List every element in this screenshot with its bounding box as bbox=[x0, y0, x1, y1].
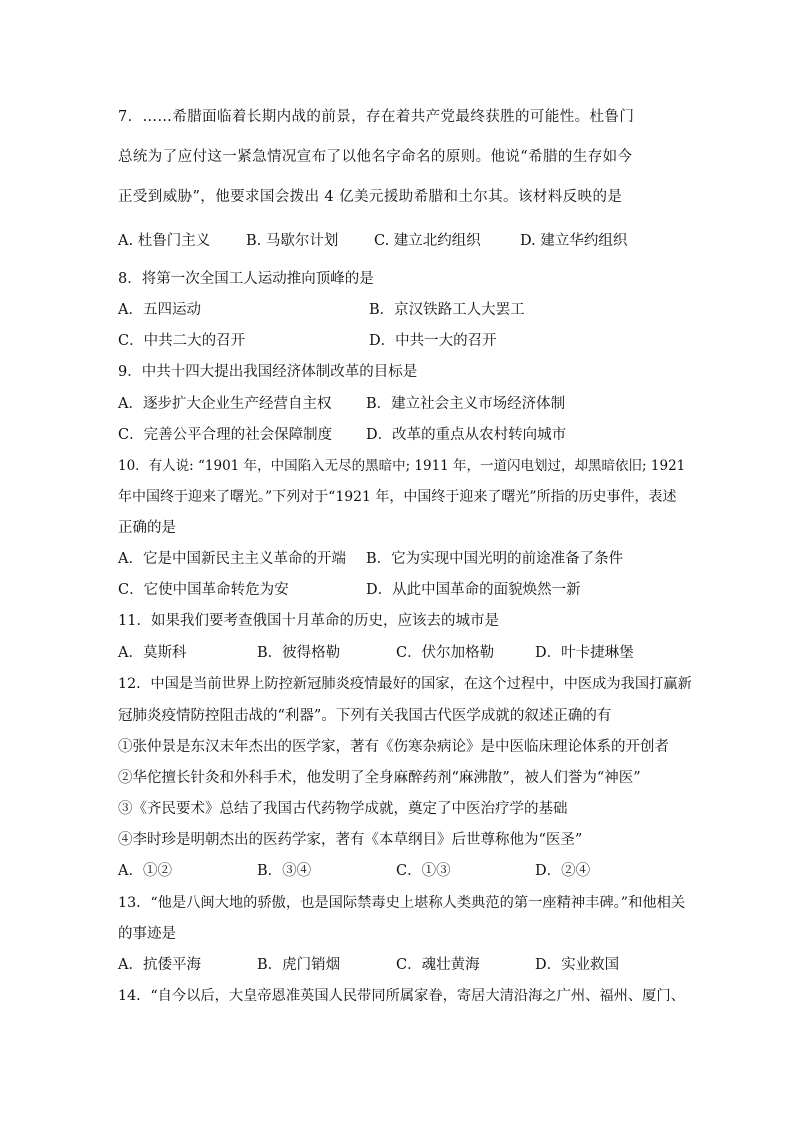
q12-stem-line-2: 冠肺炎疫情防控阻击战的“利器”。下列有关我国古代医学成就的叙述正确的有 bbox=[118, 708, 612, 724]
q11-option-a: A．莫斯科 bbox=[118, 645, 187, 661]
q12-option-c: C．①③ bbox=[396, 863, 451, 879]
q8-option-c: C．中共二大的召开 bbox=[118, 333, 246, 349]
q9-option-b: B．建立社会主义市场经济体制 bbox=[366, 396, 566, 412]
q10-option-c: C．它使中国革命转危为安 bbox=[118, 582, 289, 598]
q12-statement-4: ④李时珍是明朝杰出的医药学家，著有《本草纲目》后世尊称他为“医圣” bbox=[118, 832, 583, 848]
q11-option-c: C．伏尔加格勒 bbox=[396, 645, 495, 661]
q12-statement-2: ②华佗擅长针灸和外科手术，他发明了全身麻醉药剂“麻沸散”，被人们誉为“神医” bbox=[118, 770, 641, 786]
q8-option-a: A．五四运动 bbox=[118, 302, 201, 318]
q8-stem: 8．将第一次全国工人运动推向顶峰的是 bbox=[118, 271, 374, 287]
q7-option-a: A. 杜鲁门主义 bbox=[118, 233, 211, 249]
q10-option-a: A．它是中国新民主主义革命的开端 bbox=[118, 551, 346, 567]
q8-option-b: B．京汉铁路工人大罢工 bbox=[369, 302, 525, 318]
q12-stem-line-1: 12．中国是当前世界上防控新冠肺炎疫情最好的国家，在这个过程中，中医成为我国打赢新 bbox=[118, 676, 692, 692]
q13-stem-line-2: 的事迹是 bbox=[118, 926, 176, 942]
q13-option-c: C．魂壮黄海 bbox=[396, 957, 480, 973]
q10-option-b: B．它为实现中国光明的前途准备了条件 bbox=[366, 551, 624, 567]
q10-stem-line-1: 10．有人说: “1901 年，中国陷入无尽的黑暗中; 1911 年，一道闪电划过，却黑暗依旧; 1921 bbox=[118, 458, 686, 474]
q8-option-d: D．中共一大的召开 bbox=[369, 333, 497, 349]
q12-statement-1: ①张仲景是东汉末年杰出的医学家，著有《伤寒杂病论》是中医临床理论体系的开创者 bbox=[118, 739, 669, 755]
q7-option-d: D. 建立华约组织 bbox=[520, 233, 628, 249]
q7-stem-line-3: 正受到威胁”，他要求国会拨出 4 亿美元援助希腊和土尔其。该材料反映的是 bbox=[118, 189, 623, 205]
q14-stem-line-1: 14．“自今以后，大皇帝恩准英国人民带同所属家眷，寄居大清沿海之广州、福州、厦门、 bbox=[118, 988, 685, 1004]
q9-option-d: D．改革的重点从农村转向城市 bbox=[366, 427, 567, 443]
q12-option-a: A．①② bbox=[118, 863, 172, 879]
q13-option-b: B．虎门销烟 bbox=[257, 957, 341, 973]
q9-stem: 9．中共十四大提出我国经济体制改革的目标是 bbox=[118, 364, 418, 380]
q13-stem-line-1: 13．“他是八闽大地的骄傲，也是国际禁毒史上堪称人类典范的第一座精神丰碑。”和他相关 bbox=[118, 895, 686, 911]
q12-option-d: D．②④ bbox=[535, 863, 591, 879]
q9-option-a: A．逐步扩大企业生产经营自主权 bbox=[118, 396, 332, 412]
q11-stem: 11．如果我们要考查俄国十月革命的历史，应该去的城市是 bbox=[118, 613, 499, 629]
q12-option-b: B．③④ bbox=[257, 863, 312, 879]
q13-option-d: D．实业救国 bbox=[535, 957, 620, 973]
q11-option-b: B．彼得格勒 bbox=[257, 645, 341, 661]
q10-stem-line-2: 年中国终于迎来了曙光。”下列对于“1921 年，中国终于迎来了曙光”所指的历史事件，表述 bbox=[118, 489, 677, 505]
q7-stem-line-2: 总统为了应付这一紧急情况宣布了以他名字命名的原则。他说“希腊的生存如今 bbox=[118, 149, 633, 165]
q12-statement-3: ③《齐民要术》总结了我国古代药物学成就，奠定了中医治疗学的基础 bbox=[118, 801, 568, 817]
q9-option-c: C．完善公平合理的社会保障制度 bbox=[118, 427, 333, 443]
q7-stem-line-1: 7．……希腊面临着长期内战的前景，存在着共产党最终获胜的可能性。杜鲁门 bbox=[118, 109, 635, 125]
q10-option-d: D．从此中国革命的面貌焕然一新 bbox=[366, 582, 581, 598]
q7-option-b: B. 马歇尔计划 bbox=[246, 233, 339, 249]
q13-option-a: A．抗倭平海 bbox=[118, 957, 201, 973]
q7-option-c: C. 建立北约组织 bbox=[374, 233, 481, 249]
q10-stem-line-3: 正确的是 bbox=[118, 520, 176, 536]
q11-option-d: D．叶卡捷琳堡 bbox=[535, 645, 634, 661]
